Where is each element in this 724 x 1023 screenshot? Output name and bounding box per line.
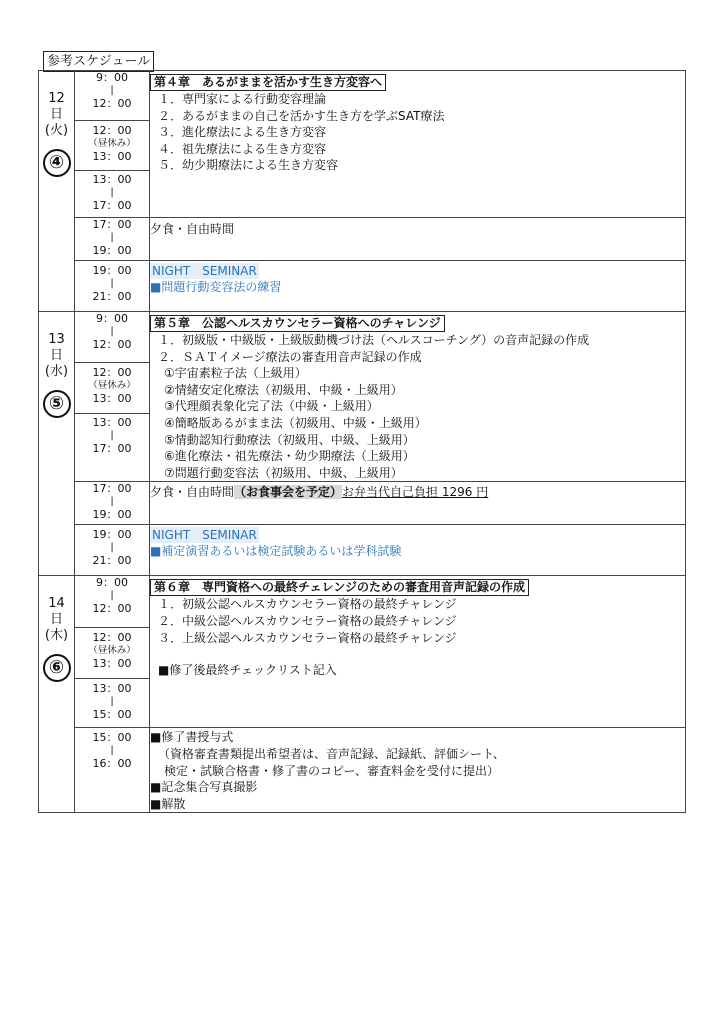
day14-weekday: (木): [44, 628, 69, 644]
time-separator: |: [110, 745, 114, 757]
time-label: 21：00: [92, 290, 132, 303]
lunch-break-label: （昼休み）: [88, 138, 136, 149]
day13-session-content: [150, 312, 686, 482]
list-item: ②情緒安定化療法（初級用、中級・上級用）: [164, 382, 403, 397]
dinner-line: [150, 484, 685, 501]
day13-night-time: [75, 525, 150, 576]
list-item: ２．中級公認ヘルスカウンセラー資格の最終チャレンジ: [158, 613, 457, 628]
dinner-label: 夕食・自由時間: [150, 485, 235, 500]
time-separator: |: [110, 542, 114, 554]
time-label: 12：00: [92, 602, 132, 616]
checklist-item: ■修了後最終チェックリスト記入: [158, 663, 337, 678]
night-seminar-title: NIGHT SEMINAR: [152, 528, 257, 543]
day12-time-cell: [75, 71, 150, 218]
lunch-break-label: （昼休み）: [88, 645, 136, 657]
time-label: 12：00: [92, 124, 132, 137]
list-item: ③代理顔表象化完了法（中級・上級用）: [164, 399, 379, 414]
day12-weekday: (火): [44, 123, 69, 138]
page-title: 参考スケジュール: [43, 51, 154, 72]
time-label: 19：00: [92, 244, 132, 257]
dinner-label: 夕食・自由時間: [150, 222, 235, 236]
time-label: 12：00: [92, 97, 132, 110]
list-item: ④簡略版あるがまま法（初級用、中級・上級用）: [164, 415, 427, 430]
list-item: １．初級版・中級版・上級版動機づけ法（ヘルスコーチング）の音声記録の作成: [158, 333, 590, 347]
closing-item: 検定・試験合格書・修了書のコピー、審査料金を受付に提出）: [164, 763, 500, 778]
time-separator: |: [110, 326, 114, 337]
time-label: 17：00: [92, 442, 132, 455]
night-seminar-item: ■補定演習あるいは検定試験あるいは学科試験: [150, 544, 402, 559]
list-item: ５．幼少期療法による生き方変容: [158, 158, 339, 173]
day12-dinner-time: [75, 218, 150, 261]
day14-date-cell: [39, 576, 75, 813]
list-item: ⑦問題行動変容法（初級用、中級、上級用）: [164, 465, 403, 480]
list-item: ４．祖先療法による生き方変容: [158, 141, 327, 156]
day13-dinner-row: [39, 482, 686, 525]
day14-closing-time: [75, 728, 150, 813]
time-label: 13：00: [92, 150, 132, 163]
day12-dinner-row: [39, 218, 686, 261]
time-label: 9：00: [96, 576, 128, 590]
day12-dinner-content: [150, 218, 686, 261]
day14-session-content: [150, 576, 686, 728]
list-item: １．専門家による行動変容理論: [158, 92, 327, 106]
day13-session-row: [39, 312, 686, 482]
day13-date-cell: [39, 312, 75, 576]
day12-night-content: [150, 261, 686, 312]
day14-closing-row: [39, 728, 686, 813]
day13-chapter-title: 第５章 公認ヘルスカウンセラー資格へのチャレンジ: [150, 315, 445, 332]
day13-time-cell: [75, 312, 150, 482]
closing-item: （資格審査書類提出希望者は、音声記録、記録紙、評価シート、: [158, 746, 505, 761]
time-label: 17：00: [92, 482, 132, 496]
day13-date-unit: 日: [49, 348, 63, 363]
time-label: 9：00: [96, 71, 128, 84]
time-label: 13：00: [92, 416, 132, 429]
time-separator: |: [110, 590, 114, 602]
day14-session-row: [39, 576, 686, 728]
time-label: 17：00: [92, 199, 132, 212]
day12-session-content: [150, 71, 686, 218]
list-item: １．初級公認ヘルスカウンセラー資格の最終チャレンジ: [158, 597, 457, 612]
dinner-party-note: （お食事会を予定）: [234, 485, 343, 500]
list-item: ⑥進化療法・祖先療法・幼少期療法（上級用）: [164, 449, 415, 464]
day13-dinner-time: [75, 482, 150, 525]
time-label: 15：00: [92, 708, 132, 722]
schedule-table: [38, 70, 686, 813]
list-item: ２．あるがままの自己を活かす生き方を学ぶSAT療法: [158, 108, 445, 123]
day13-dinner-content: [150, 482, 686, 525]
list-item: ２．ＳＡＴイメージ療法の審査用音声記録の作成: [158, 349, 422, 364]
closing-item: ■解散: [150, 796, 186, 811]
time-label: 12：00: [92, 366, 132, 379]
list-item: ⑤情動認知行動療法（初級用、中級、上級用）: [164, 432, 415, 447]
time-separator: |: [110, 696, 114, 708]
time-label: 17：00: [92, 218, 132, 231]
time-label: 9：00: [96, 312, 128, 325]
time-label: 16：00: [92, 757, 132, 771]
day12-chapter-title: 第４章 あるがままを活かす生き方変容へ: [150, 74, 386, 91]
day12-night-time: [75, 261, 150, 312]
time-label: 15：00: [92, 731, 132, 745]
day14-date: 14: [48, 596, 65, 612]
lunch-break-label: （昼休み）: [88, 380, 136, 391]
day14-number-badge: ⑥: [43, 654, 71, 682]
list-item: ①宇宙素粒子法（上級用）: [164, 366, 307, 381]
night-seminar-title: NIGHT SEMINAR: [152, 264, 257, 278]
day13-night-row: [39, 525, 686, 576]
closing-item: ■修了書授与式: [150, 730, 234, 745]
time-separator: |: [110, 496, 114, 508]
day12-night-row: [39, 261, 686, 312]
time-separator: |: [110, 232, 114, 243]
day14-time-cell: [75, 576, 150, 728]
lunch-fee-note: お弁当代自己負担 1296 円: [342, 485, 489, 500]
time-label: 19：00: [92, 528, 132, 542]
time-label: 21：00: [92, 554, 132, 568]
day12-date-cell: [39, 71, 75, 312]
day14-date-unit: 日: [49, 612, 63, 628]
time-label: 13：00: [92, 657, 132, 671]
day12-date-unit: 日: [49, 107, 63, 122]
list-item: ３．上級公認ヘルスカウンセラー資格の最終チャレンジ: [158, 630, 457, 645]
time-label: 13：00: [92, 173, 132, 186]
time-label: 12：00: [92, 631, 132, 645]
day12-number-badge: ④: [43, 149, 71, 177]
time-label: 12：00: [92, 338, 132, 351]
time-label: 13：00: [92, 682, 132, 696]
time-label: 13：00: [92, 392, 132, 405]
day12-session-row: [39, 71, 686, 218]
time-separator: |: [110, 430, 114, 441]
day13-weekday: (水): [44, 364, 69, 379]
time-label: 19：00: [92, 508, 132, 522]
day13-number-badge: ⑤: [43, 390, 71, 418]
day13-night-content: [150, 525, 686, 576]
day13-date: 13: [48, 332, 65, 347]
list-item: ３．進化療法による生き方変容: [158, 125, 327, 140]
closing-item: ■記念集合写真撮影: [150, 780, 258, 795]
day14-chapter-title: 第６章 専門資格への最終チェレンジのための審査用音声記録の作成: [150, 579, 529, 596]
night-seminar-item: ■問題行動変容法の練習: [150, 280, 282, 294]
day14-closing-content: [150, 728, 686, 813]
day12-date: 12: [48, 91, 65, 106]
time-separator: |: [110, 278, 114, 289]
time-label: 19：00: [92, 264, 132, 277]
time-separator: |: [110, 187, 114, 198]
time-separator: |: [110, 85, 114, 96]
